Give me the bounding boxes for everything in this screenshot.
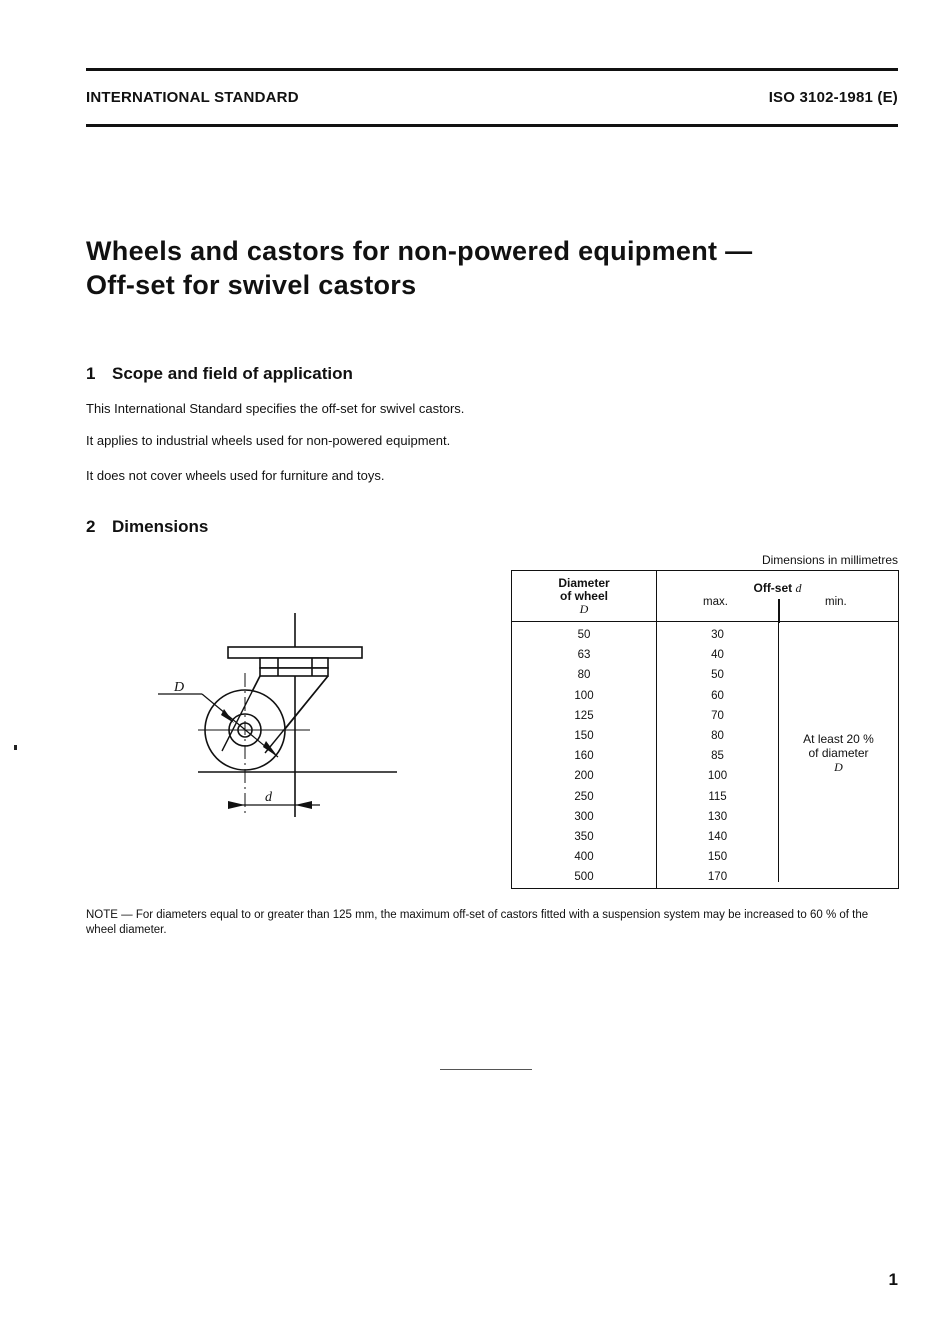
header-offset-max: max. (703, 596, 728, 608)
section-1-heading (86, 364, 353, 384)
section-1-paragraph-1: This International Standard specifies the off-set for swivel castors. (86, 401, 465, 416)
min-offset-symbol: D (834, 760, 843, 774)
document-title (86, 234, 752, 302)
section-1-title: Scope and field of application (112, 364, 353, 383)
max-offset-value: 140 (707, 831, 728, 844)
diameter-value: 250 (574, 790, 594, 803)
header-document-type: INTERNATIONAL STANDARD (86, 89, 299, 106)
table-units-note: Dimensions in millimetres (761, 553, 898, 567)
max-offset-value: 60 (711, 689, 724, 702)
max-offset-values (657, 622, 778, 888)
max-offset-value: 100 (707, 770, 728, 783)
header-top-rule (86, 68, 898, 71)
header-bottom-rule (86, 124, 898, 127)
header-diameter-line-2: of wheel (559, 588, 608, 603)
max-offset-value: 85 (711, 750, 724, 763)
diameter-value: 300 (574, 810, 594, 823)
header-offset-symbol: d (795, 581, 802, 595)
section-2-number: 2 (86, 517, 96, 536)
table-note: NOTE — For diameters equal to or greater than 125 mm, the maximum off-set of castors fitted with a suspension system may be increased to 60 % of the wheel diameter. (86, 909, 869, 936)
min-offset-text (779, 622, 898, 774)
max-offset-value: 130 (707, 810, 728, 823)
offset-table (511, 570, 899, 889)
header-offset-min: min. (825, 596, 847, 608)
diameter-value: 100 (574, 689, 594, 702)
offset-arrow-right (295, 801, 312, 809)
section-2-title: Dimensions (112, 517, 209, 536)
max-offset-value: 40 (711, 649, 724, 662)
figure-label-D: D (174, 680, 185, 695)
title-line-1: Wheels and castors for non-powered equipment — (86, 236, 753, 266)
max-offset-value: 115 (708, 790, 727, 803)
diameter-value: 400 (574, 851, 594, 864)
diameter-value: 350 (574, 831, 594, 844)
max-offset-value: 150 (707, 851, 728, 864)
header-diameter (512, 571, 657, 622)
header-diameter-symbol: D (579, 601, 589, 616)
diameter-value: 500 (574, 871, 594, 884)
max-offset-column (657, 622, 779, 882)
separator-line (440, 1069, 532, 1070)
top-plate (228, 647, 362, 658)
min-offset-line-2: of diameter (808, 746, 869, 760)
diameter-value: 63 (577, 649, 591, 662)
header-offset-divider (778, 599, 780, 623)
diameter-value: 50 (577, 629, 591, 641)
diameter-value: 125 (574, 709, 594, 722)
diameter-column (512, 622, 657, 889)
header-offset-title (657, 581, 898, 596)
diameter-value: 150 (574, 730, 594, 743)
max-offset-value: 50 (711, 669, 724, 682)
section-2-heading (86, 517, 208, 537)
swivel-castor-figure (150, 605, 410, 820)
diameter-value: 200 (574, 770, 594, 783)
header-offset-label: Off-set (753, 581, 793, 595)
header-diameter-line-1: Diameter (558, 575, 610, 590)
offset-arrow-left (228, 801, 245, 809)
max-offset-value: 70 (711, 709, 724, 722)
header-offset (657, 571, 899, 622)
section-1-number: 1 (86, 364, 96, 383)
table-header-row (512, 571, 899, 622)
min-offset-line-1: At least 20 % (803, 732, 874, 746)
min-offset-column (779, 622, 898, 882)
max-offset-value: 80 (711, 730, 724, 743)
scan-mark (14, 745, 17, 750)
section-1-paragraph-2: It applies to industrial wheels used for non-powered equipment. (86, 433, 451, 448)
title-line-2: Off-set for swivel castors (86, 270, 417, 300)
diameter-values (512, 622, 656, 888)
bearing-block-upper (260, 658, 328, 668)
section-1-paragraph-3: It does not cover wheels used for furniture and toys. (86, 468, 385, 483)
max-offset-value: 30 (711, 629, 724, 641)
diameter-value: 80 (577, 669, 591, 682)
header-standard-number: ISO 3102-1981 (E) (768, 89, 898, 106)
page-number: 1 (888, 1270, 898, 1289)
max-offset-value: 170 (707, 871, 728, 884)
offset-column (657, 622, 899, 889)
table-body-row (512, 622, 899, 889)
bearing-block-lower (260, 668, 328, 676)
diameter-value: 160 (574, 750, 594, 763)
figure-label-d: d (265, 790, 272, 805)
